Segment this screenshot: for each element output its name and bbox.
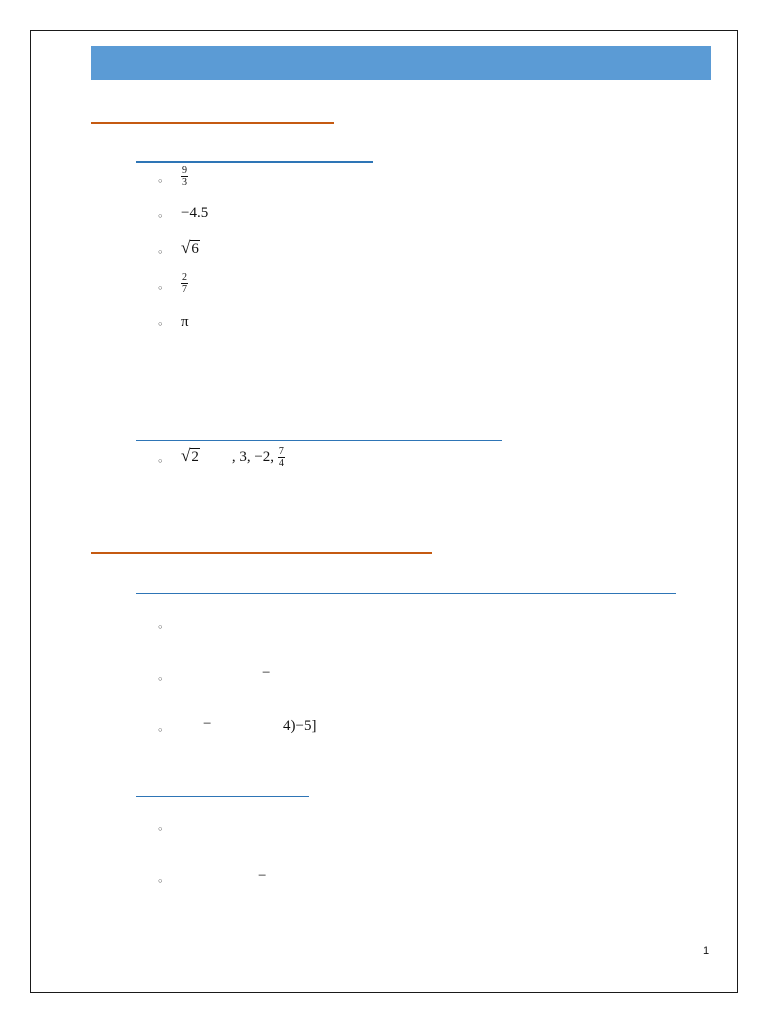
fraction <box>181 165 188 188</box>
list-bullet: ◦ <box>157 724 164 737</box>
subheading-rule-1 <box>136 161 373 163</box>
denominator: 7 <box>182 284 187 295</box>
square-root <box>181 240 200 257</box>
fraction-expression <box>181 272 188 295</box>
number-list-middle: , 3, −2, <box>231 448 278 465</box>
radical-sign: √ <box>181 238 191 257</box>
denominator: 4 <box>278 458 284 469</box>
bracket-expression-tail: 4)−5] <box>283 718 317 734</box>
list-bullet: ◦ <box>157 175 164 188</box>
list-bullet: ◦ <box>157 282 164 295</box>
fraction-expression <box>181 165 188 188</box>
pi-expression: π <box>181 314 189 330</box>
radicand: 6 <box>191 241 199 257</box>
fraction <box>181 272 188 295</box>
page-number: 1 <box>703 945 710 957</box>
root-expression <box>181 240 200 258</box>
decimal-expression: −4.5 <box>181 205 209 221</box>
denominator: 3 <box>182 177 187 188</box>
minus-fragment: − <box>258 868 267 884</box>
numerator: 9 <box>182 165 187 176</box>
list-bullet: ◦ <box>157 210 164 223</box>
minus-fragment: − <box>203 716 212 732</box>
page-border <box>30 30 738 993</box>
numerator: 2 <box>182 272 187 283</box>
number-list-expression <box>181 446 285 469</box>
list-bullet: ◦ <box>157 621 164 634</box>
square-root <box>181 445 200 465</box>
subheading-rule-3 <box>136 593 676 594</box>
subheading-rule-2 <box>136 440 502 441</box>
radicand: 2 <box>191 448 199 465</box>
list-bullet: ◦ <box>157 673 164 686</box>
subheading-rule-4 <box>136 796 309 797</box>
radical-sign: √ <box>181 445 191 465</box>
title-bar <box>91 46 711 80</box>
list-bullet: ◦ <box>157 875 164 888</box>
list-bullet: ◦ <box>157 318 164 331</box>
list-bullet: ◦ <box>157 455 164 468</box>
list-bullet: ◦ <box>157 246 164 259</box>
fraction <box>278 446 285 469</box>
heading-rule-2 <box>91 552 432 554</box>
numerator: 7 <box>278 446 284 457</box>
heading-rule-1 <box>91 122 334 124</box>
list-bullet: ◦ <box>157 823 164 836</box>
minus-fragment: − <box>262 665 271 681</box>
